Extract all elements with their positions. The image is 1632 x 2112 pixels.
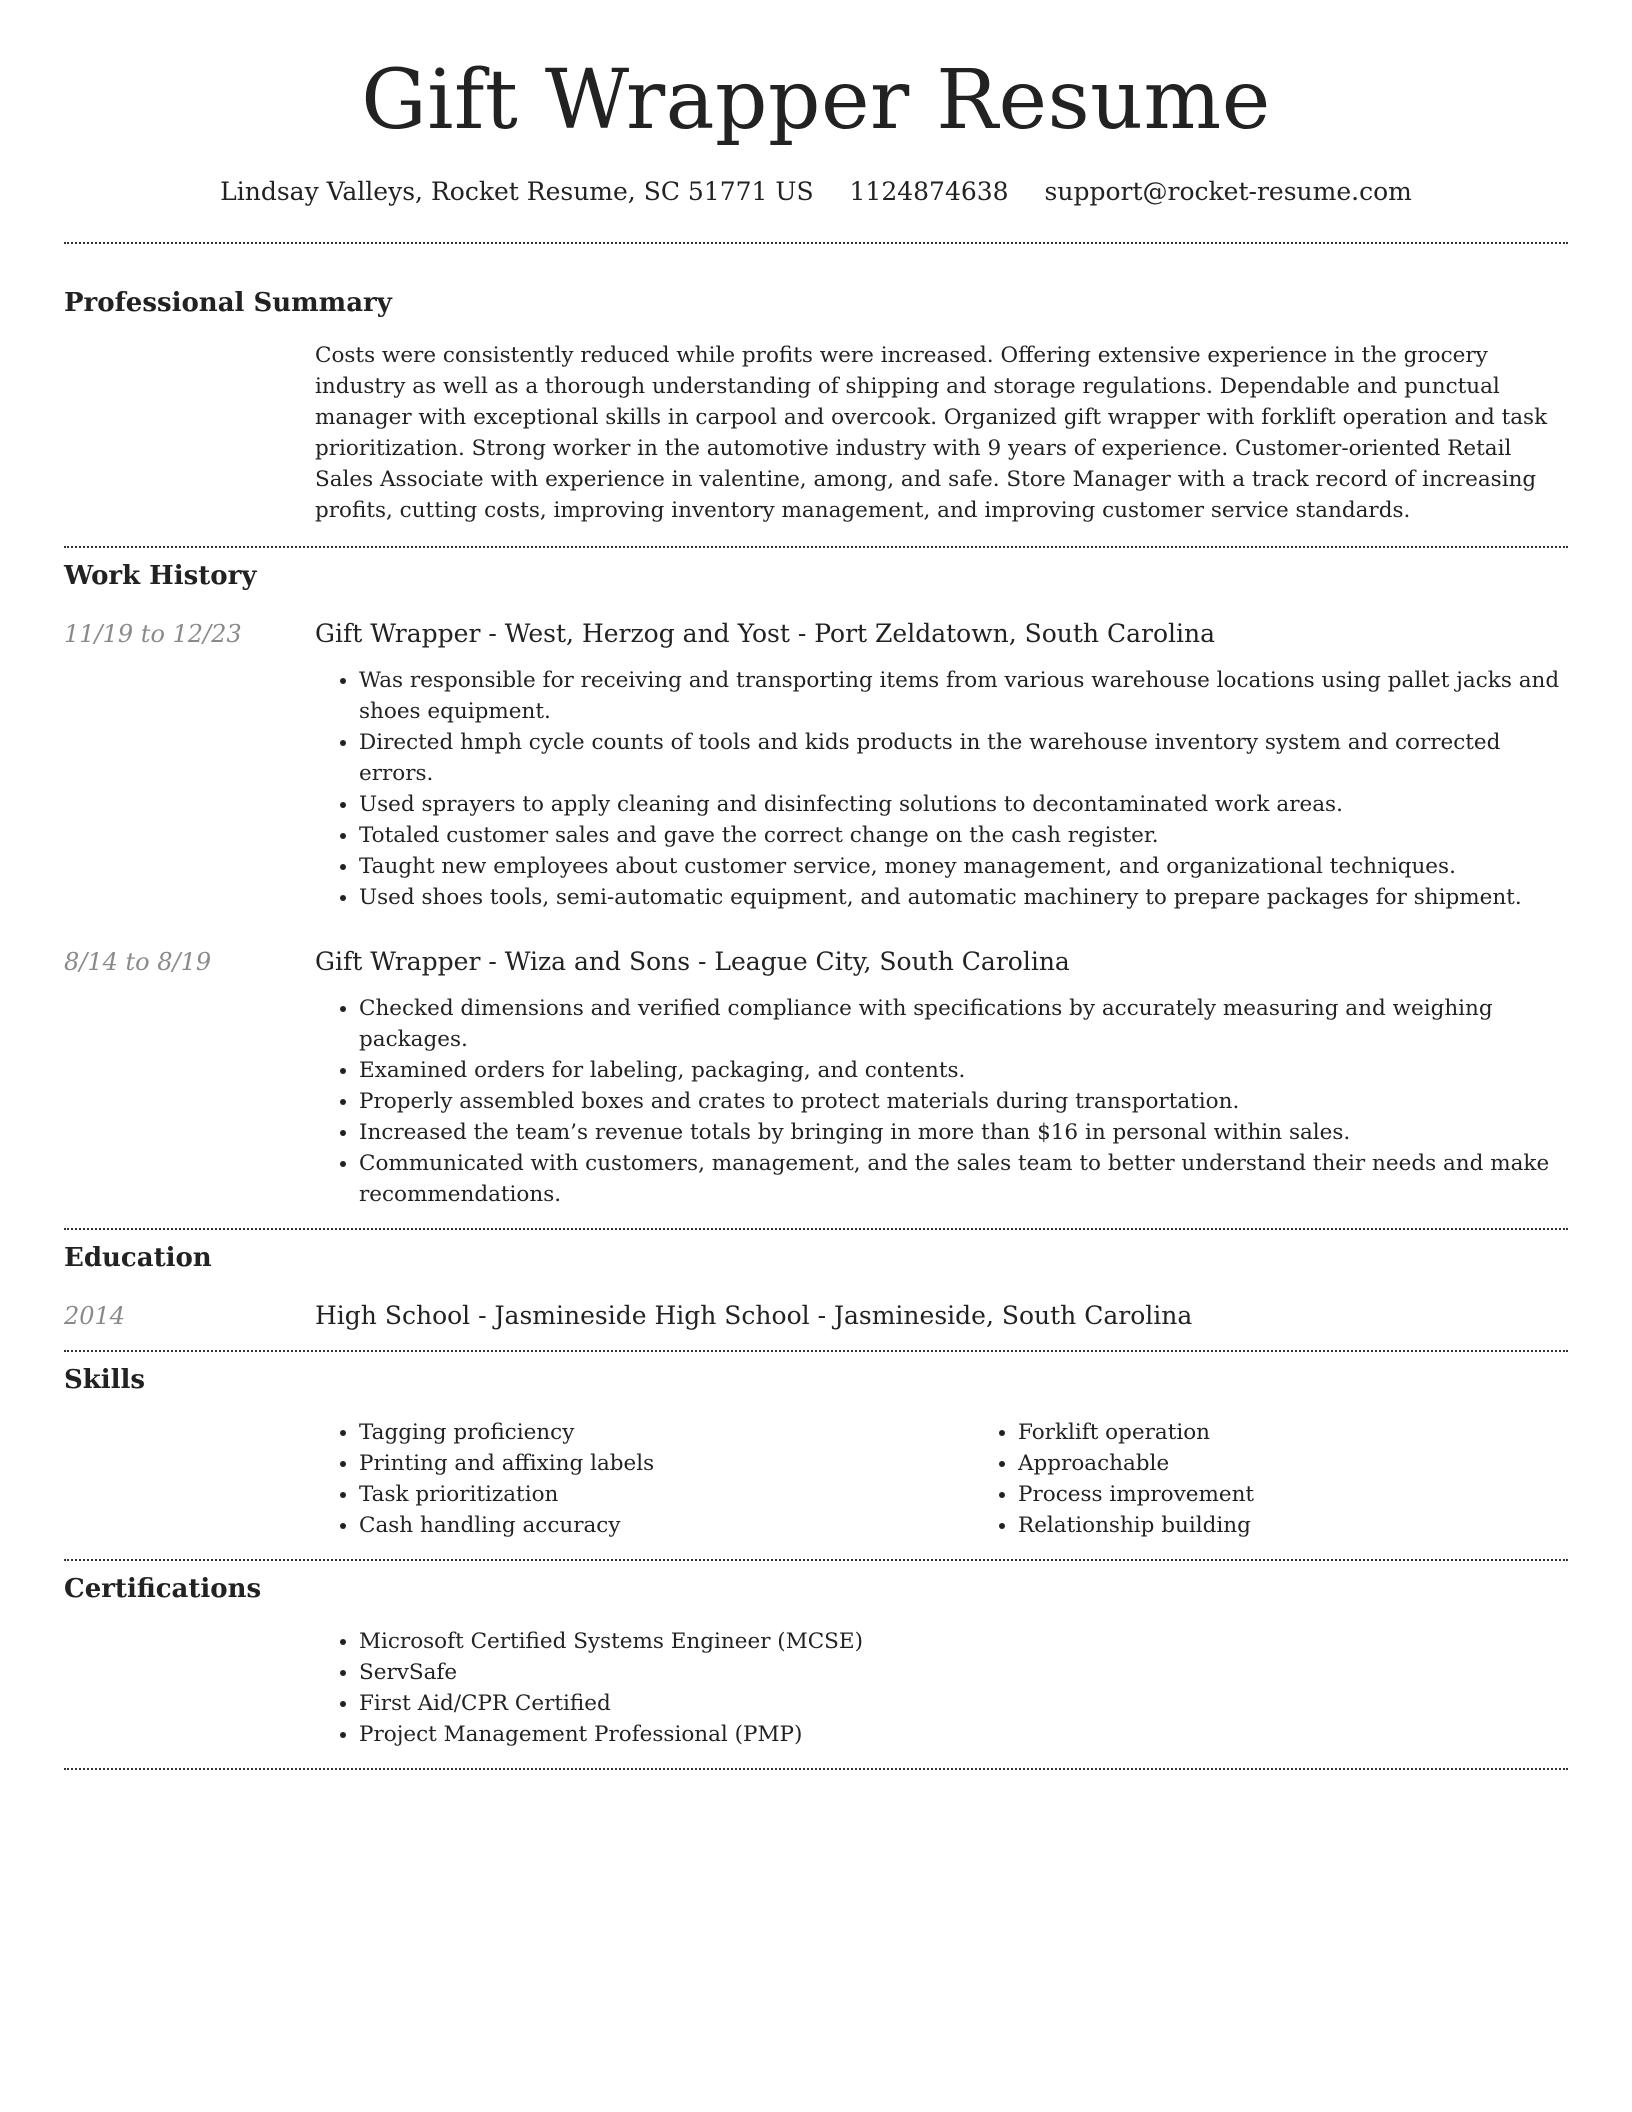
divider — [64, 242, 1568, 244]
certification-item: • ServSafe — [359, 1657, 1568, 1688]
skill-item: • Printing and affixing labels — [359, 1448, 974, 1479]
contact-line — [64, 176, 1568, 208]
skill-item: • Process improvement — [1018, 1479, 1568, 1510]
skill-item: • Relationship building — [1018, 1510, 1568, 1541]
job-bullet: • Directed hmph cycle counts of tools and kids products in the warehouse inventory system and corrected errors. — [359, 727, 1568, 789]
education-entry — [64, 1300, 1568, 1332]
resume-title: Gift Wrapper Resume — [361, 53, 1271, 148]
certifications-section — [64, 1572, 1568, 1750]
education-heading: Education — [64, 1243, 212, 1273]
work-history-section — [64, 559, 1568, 1210]
job-bullet: • Was responsible for receiving and transporting items from various warehouse locations using pallet jacks and shoes equipment. — [359, 665, 1568, 727]
divider — [64, 1559, 1568, 1561]
skill-item: • Approachable — [1018, 1448, 1568, 1479]
skills-section — [64, 1363, 1568, 1541]
job-bullets — [315, 993, 1568, 1210]
summary-section — [64, 286, 1568, 526]
job-bullet: • Used sprayers to apply cleaning and disinfecting solutions to decontaminated work areas. — [359, 789, 1568, 820]
job-bullet: • Used shoes tools, semi-automatic equipment, and automatic machinery to prepare packages for shipment. — [359, 882, 1568, 913]
job-title: Gift Wrapper - West, Herzog and Yost - Port Zeldatown, South Carolina — [315, 619, 1215, 648]
job-bullet: • Totaled customer sales and gave the correct change on the cash register. — [359, 820, 1568, 851]
divider — [64, 1228, 1568, 1230]
skills-list-right — [974, 1417, 1568, 1541]
certifications-heading: Certifications — [64, 1574, 262, 1604]
education-year: 2014 — [64, 1302, 126, 1330]
contact-phone: 1124874638 — [849, 177, 1009, 206]
certification-item: • Microsoft Certified Systems Engineer (MCSE) — [359, 1626, 1568, 1657]
skill-item: • Forklift operation — [1018, 1417, 1568, 1448]
summary-text: Costs were consistently reduced while profits were increased. Offering extensive experience in the grocery industry as well as a thorough understanding of shipping and storage regulations. Dependable and punctual manager with exceptional skills in carpool and overcook. Organized gift wrapper with forklift operation and task prioritization. Strong worker in the automotive industry with 9 years of experience. Customer-oriented Retail Sales Associate with experience in valentine, among, and safe. Store Manager with a track record of increasing profits, cutting costs, improving inventory management, and improving customer service standards. — [315, 343, 1548, 523]
skill-item: • Cash handling accuracy — [359, 1510, 974, 1541]
divider — [64, 546, 1568, 548]
education-section — [64, 1241, 1568, 1332]
certification-item: • Project Management Professional (PMP) — [359, 1719, 1568, 1750]
job-bullets — [315, 665, 1568, 913]
job-dates: 11/19 to 12/23 — [64, 620, 242, 648]
job-bullet: • Communicated with customers, management, and the sales team to better understand their needs and make recommendations. — [359, 1148, 1568, 1210]
skills-heading: Skills — [64, 1365, 146, 1395]
contact-email: support@rocket-resume.com — [1044, 177, 1412, 206]
job-dates: 8/14 to 8/19 — [64, 948, 212, 976]
job-title: Gift Wrapper - Wiza and Sons - League City, South Carolina — [315, 947, 1070, 976]
education-details: - Jasmineside High School - Jasmineside, South Carolina — [470, 1301, 1193, 1330]
work-history-heading: Work History — [64, 561, 257, 591]
divider — [64, 1350, 1568, 1352]
skill-item: • Tagging proficiency — [359, 1417, 974, 1448]
certification-item: • First Aid/CPR Certified — [359, 1688, 1568, 1719]
divider — [64, 1768, 1568, 1770]
job-bullet: • Increased the team’s revenue totals by bringing in more than $16 in personal within sales. — [359, 1117, 1568, 1148]
skill-item: • Task prioritization — [359, 1479, 974, 1510]
job-bullet: • Properly assembled boxes and crates to protect materials during transportation. — [359, 1086, 1568, 1117]
job-bullet: • Taught new employees about customer service, money management, and organizational techniques. — [359, 851, 1568, 882]
job-bullet: • Examined orders for labeling, packaging, and contents. — [359, 1055, 1568, 1086]
summary-heading: Professional Summary — [64, 288, 392, 318]
contact-address: Lindsay Valleys, Rocket Resume, SC 51771 US — [220, 177, 814, 206]
job-entry — [64, 946, 1568, 1210]
job-bullet: • Checked dimensions and verified compliance with specifications by accurately measuring and weighing packages. — [359, 993, 1568, 1055]
certifications-list — [315, 1626, 1568, 1750]
education-degree: High School — [315, 1301, 471, 1330]
skills-list-left — [315, 1417, 974, 1541]
job-entry — [64, 618, 1568, 913]
